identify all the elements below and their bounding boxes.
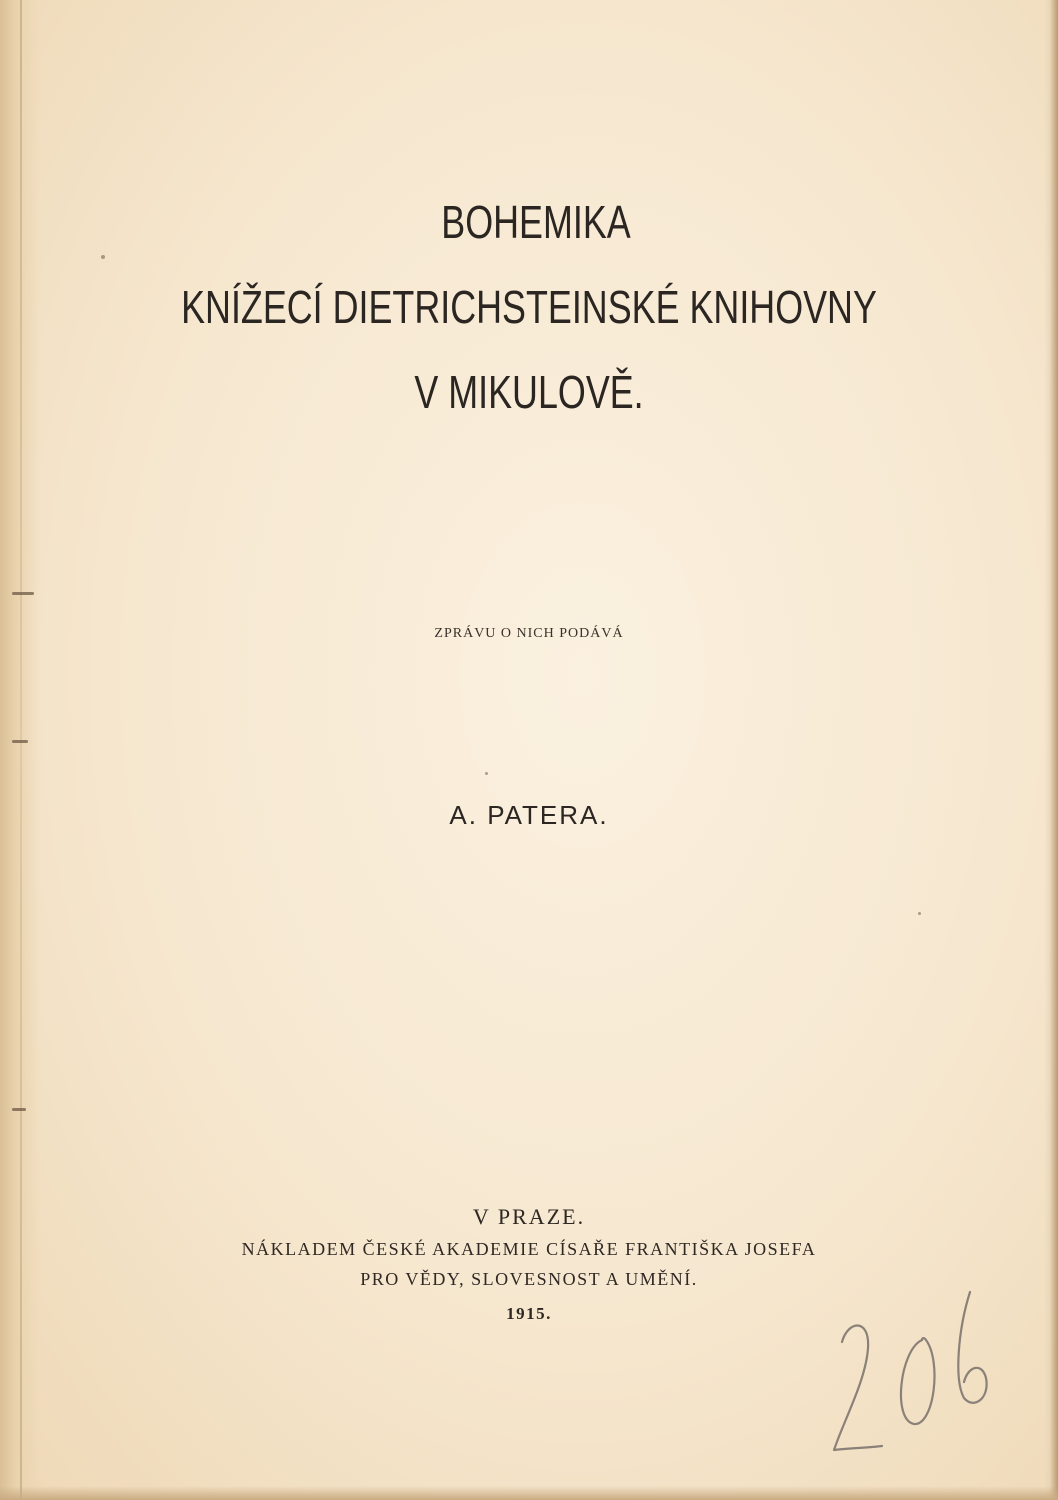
binding-stitch: [12, 740, 28, 743]
imprint-city: V PRAZE.: [472, 1204, 586, 1229]
title-line-3: V MIKULOVĚ.: [414, 366, 644, 418]
handwritten-pencil-number: [830, 1270, 1020, 1470]
imprint-publisher-line-1: NÁKLADEM ČESKÉ AKADEMIE CÍSAŘE FRANTIŠKA JOSEFA: [241, 1239, 817, 1259]
title-line-2: KNÍŽECÍ DIETRICHSTEINSKÉ KNIHOVNY: [181, 281, 877, 333]
paper-speck: [918, 912, 921, 915]
imprint-year: 1915.: [506, 1304, 552, 1323]
report-by-line: ZPRÁVU O NICH PODÁVÁ: [434, 626, 624, 641]
binding-stitch: [12, 1108, 26, 1111]
paper-speck: [485, 772, 488, 775]
author-name: A. PATERA.: [449, 800, 609, 830]
binding-stitch: [12, 592, 34, 595]
imprint-publisher-line-2: PRO VĚDY, SLOVESNOST A UMĚNÍ.: [360, 1269, 698, 1289]
book-title: [0, 180, 1058, 435]
title-line-1: BOHEMIKA: [441, 196, 631, 248]
page-edge-bottom: [0, 1486, 1058, 1500]
